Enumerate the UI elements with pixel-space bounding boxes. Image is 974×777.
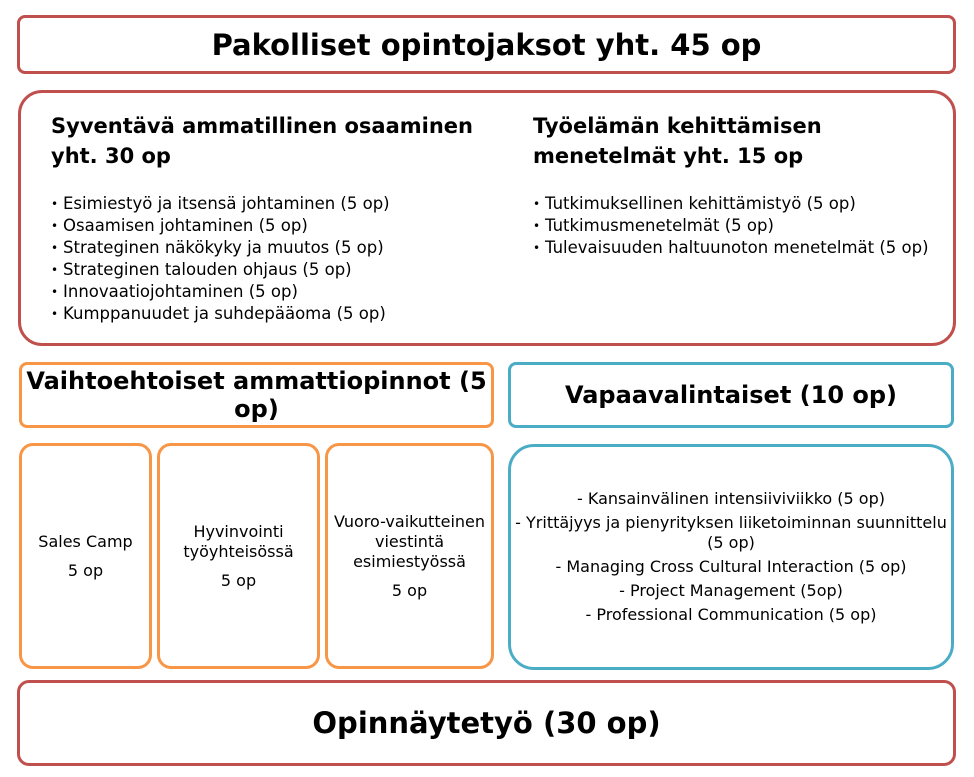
course-credits: 5 op [67, 560, 104, 580]
list-item: • Esimiestyö ja itsensä johtaminen (5 op) [51, 193, 521, 215]
list-item: - Professional Communication (5 op) [585, 605, 877, 624]
course-name: Hyvinvointi työyhteisössä [183, 521, 294, 561]
elective-studies-header [508, 362, 954, 428]
work-methods-title: Työelämän kehittämisen menetelmät yht. 15 op [533, 114, 822, 168]
course-name: Sales Camp [38, 531, 133, 551]
elective-studies-box [508, 444, 954, 670]
course-credits: 5 op [391, 580, 428, 600]
optional-studies-header [19, 362, 494, 428]
course-name: Vuoro-vaikutteinen viestintä esimiestyössä [333, 511, 486, 571]
thesis-title: Opinnäytetyö (30 op) [312, 706, 661, 740]
elective-studies-title: Vapaavalintaiset (10 op) [564, 381, 898, 409]
list-item: - Project Management (5op) [619, 581, 843, 600]
mandatory-courses-title: Pakolliset opintojaksot yht. 45 op [211, 27, 762, 62]
course-credits: 5 op [220, 570, 257, 590]
elective-list [511, 485, 951, 629]
optional-studies-title: Vaihtoehtoiset ammattiopinnot (5 op) [26, 367, 487, 423]
list-item: • Osaamisen johtaminen (5 op) [51, 215, 521, 237]
list-item: • Tulevaisuuden haltuunoton menetelmät (5 op) [533, 237, 943, 259]
deep-expertise-column [51, 111, 521, 325]
list-item: • Tutkimuksellinen kehittämistyö (5 op) [533, 193, 943, 215]
deep-expertise-title: Syventävä ammatillinen osaaminen yht. 30 op [51, 114, 473, 168]
list-item: • Kumppanuudet ja suhdepääoma (5 op) [51, 303, 521, 325]
list-item: - Yrittäjyys ja pienyrityksen liiketoiminnan suunnittelu (5 op) [515, 513, 947, 552]
course-box-communication [325, 443, 494, 669]
mandatory-courses-box [18, 90, 956, 346]
work-methods-list [533, 193, 943, 259]
list-item: • Strateginen näkökyky ja muutos (5 op) [51, 237, 521, 259]
course-box-sales-camp [19, 443, 152, 669]
mandatory-courses-header [17, 15, 956, 74]
deep-expertise-list [51, 193, 521, 325]
list-item: • Strateginen talouden ohjaus (5 op) [51, 259, 521, 281]
thesis-box [17, 680, 956, 766]
list-item: - Kansainvälinen intensiiviviikko (5 op) [577, 489, 885, 508]
work-methods-column [533, 111, 943, 259]
list-item: • Tutkimusmenetelmät (5 op) [533, 215, 943, 237]
list-item: • Innovaatiojohtaminen (5 op) [51, 281, 521, 303]
course-box-wellbeing [157, 443, 320, 669]
list-item: - Managing Cross Cultural Interaction (5 op) [555, 557, 907, 576]
